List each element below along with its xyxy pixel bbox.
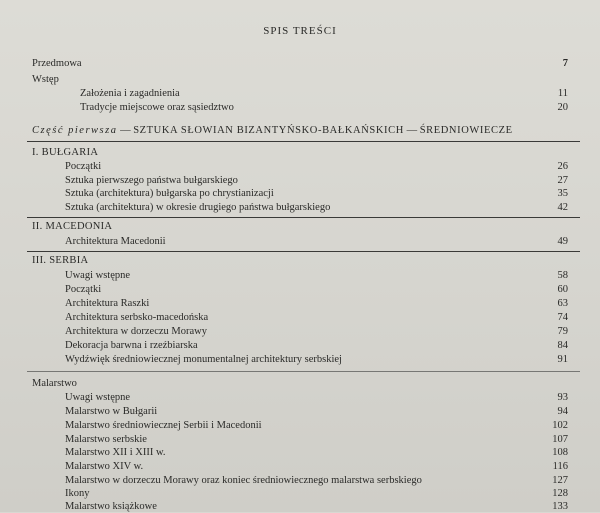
- toc-entry: Architektura Raszki: [65, 298, 150, 309]
- part-dash: —: [120, 125, 131, 136]
- toc-entry: Sztuka (architektura) w okresie drugiego państwa bułgarskiego: [65, 202, 331, 213]
- section-heading-serbia: III. SERBIA: [32, 255, 89, 266]
- toc-entry: Malarstwo serbskie: [65, 434, 147, 445]
- part-heading: [32, 124, 513, 137]
- section-heading-macedonia: II. MACEDONIA: [32, 221, 113, 232]
- toc-entry: Sztuka pierwszego państwa bułgarskiego: [65, 175, 238, 186]
- toc-entry: Dekoracja barwna i rzeźbiarska: [65, 340, 198, 351]
- toc-page-number: 58: [557, 270, 568, 281]
- toc-page-number: 91: [557, 354, 568, 365]
- toc-entry: Tradycje miejscowe oraz sąsiedztwo: [80, 102, 234, 113]
- toc-page-number: 49: [557, 236, 568, 247]
- toc-entry: Architektura Macedonii: [65, 236, 166, 247]
- page-title: SPIS TREŚCI: [263, 25, 337, 37]
- toc-page-preface: 7: [562, 58, 568, 69]
- toc-page-number: 84: [557, 340, 568, 351]
- toc-page-number: 108: [552, 447, 568, 458]
- toc-entry: Początki: [65, 161, 102, 172]
- divider: [27, 217, 580, 218]
- toc-entry: Uwagi wstępne: [65, 392, 131, 403]
- toc-entry: Początki: [65, 284, 102, 295]
- divider: [27, 251, 580, 252]
- toc-entry: Malarstwo XIV w.: [65, 461, 144, 472]
- toc-entry: Malarstwo w dorzeczu Morawy oraz koniec średniowiecznego malarstwa serbskiego: [65, 475, 422, 486]
- toc-page-number: 79: [557, 326, 568, 337]
- part-period: ŚREDNIOWIECZE: [419, 125, 513, 136]
- toc-page-number: 20: [557, 102, 568, 113]
- toc-page-number: 116: [552, 461, 568, 472]
- toc-page-number: 107: [552, 434, 568, 445]
- toc-page-number: 63: [557, 298, 568, 309]
- toc-page-number: 26: [557, 161, 568, 172]
- section-heading-bulgaria: I. BUŁGARIA: [32, 147, 99, 158]
- toc-entry: Architektura serbsko-macedońska: [65, 312, 209, 323]
- toc-entry: Ikony: [65, 488, 90, 499]
- toc-page-number: 35: [557, 188, 568, 199]
- divider: [27, 371, 580, 372]
- toc-entry-preface: Przedmowa: [32, 58, 82, 69]
- toc-entry: Założenia i zagadnienia: [80, 88, 180, 99]
- toc-page-number: 93: [557, 392, 568, 403]
- toc-entry: Malarstwo w Bułgarii: [65, 406, 158, 417]
- toc-page-number: 127: [552, 475, 568, 486]
- toc-entry-intro: Wstęp: [32, 74, 59, 85]
- toc-entry: Wydźwięk średniowiecznej monumentalnej architektury serbskiej: [65, 354, 342, 365]
- toc-page-number: 94: [557, 406, 568, 417]
- toc-entry: Malarstwo książkowe: [65, 501, 157, 512]
- toc-page-number: 74: [557, 312, 568, 323]
- toc-page-number: 42: [557, 202, 568, 213]
- toc-entry: Architektura w dorzeczu Morawy: [65, 326, 207, 337]
- toc-page-number: 11: [557, 88, 568, 99]
- toc-page-number: 128: [552, 488, 568, 499]
- section-heading-painting: Malarstwo: [32, 378, 77, 389]
- part-dash: —: [406, 125, 418, 136]
- part-label: Część pierwsza: [32, 125, 118, 136]
- toc-entry: Sztuka (architektura) bułgarska po chrystianizacji: [65, 188, 274, 199]
- toc-page-number: 60: [557, 284, 568, 295]
- divider: [27, 141, 580, 142]
- toc-page-number: 102: [552, 420, 568, 431]
- toc-entry: Malarstwo XII i XIII w.: [65, 447, 166, 458]
- toc-entry: Malarstwo średniowiecznej Serbii i Macedonii: [65, 420, 262, 431]
- toc-page-number: 133: [552, 501, 568, 512]
- toc-entry: Uwagi wstępne: [65, 270, 131, 281]
- toc-page-number: 27: [557, 175, 568, 186]
- part-title: SZTUKA SŁOWIAN BIZANTYŃSKO-BAŁKAŃSKICH: [133, 125, 404, 136]
